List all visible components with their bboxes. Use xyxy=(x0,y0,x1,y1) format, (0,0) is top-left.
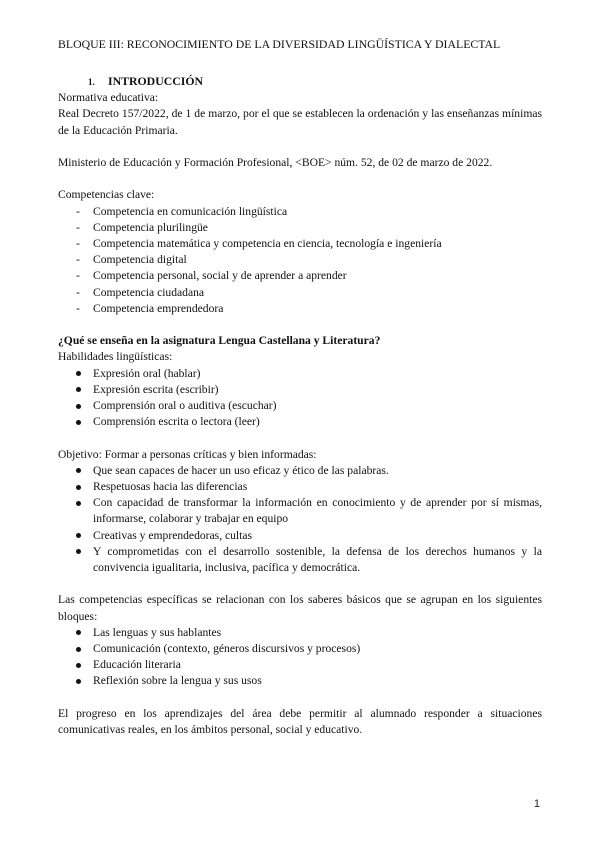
list-item: Reflexión sobre la lengua y sus usos xyxy=(58,673,542,689)
spacer xyxy=(58,171,542,187)
list-item: - Competencia emprendedora xyxy=(58,301,542,317)
normativa-label: Normativa educativa: xyxy=(58,91,159,105)
list-item: Y comprometidas con el desarrollo sostenible, la defensa de los derechos humanos y la convivencia igualitaria, inclusiva, pacífica y democrática. xyxy=(58,544,542,576)
competencias-list xyxy=(58,204,542,317)
closing-paragraph: El progreso en los aprendizajes del área debe permitir al alumnado responder a situaciones comunicativas reales, en los ámbitos personal, social y educativo. xyxy=(58,706,542,737)
ministerio-text: Ministerio de Educación y Formación Profesional, <BOE> núm. 52, de 02 de marzo de 2022. xyxy=(58,156,493,169)
list-item: Expresión oral (hablar) xyxy=(58,366,542,382)
list-item: Comprensión oral o auditiva (escuchar) xyxy=(58,398,542,414)
spacer xyxy=(58,430,542,446)
saberes-intro: Las competencias específicas se relacionan con los saberes básicos que se agrupan en los siguientes bloques: xyxy=(58,593,542,623)
page-number: 1 xyxy=(533,798,540,810)
section-heading xyxy=(58,73,542,90)
list-item: - Competencia personal, social y de aprender a aprender xyxy=(58,268,542,284)
list-item: Comunicación (contexto, géneros discursivos y procesos) xyxy=(58,641,542,657)
objetivo-list xyxy=(58,463,542,576)
block-title: BLOQUE III: RECONOCIMIENTO DE LA DIVERSIDAD LINGÜÍSTICA Y DIALECTAL xyxy=(58,37,501,51)
habilidades-label: Habilidades lingüísticas: xyxy=(58,350,173,364)
spacer xyxy=(58,576,542,592)
spacer xyxy=(58,690,542,706)
section-number: 1. xyxy=(88,77,95,87)
spacer xyxy=(58,139,542,155)
list-item: - Competencia ciudadana xyxy=(58,285,542,301)
list-item: - Competencia plurilingüe xyxy=(58,220,542,236)
document-content xyxy=(58,73,542,738)
habilidades-list xyxy=(58,366,542,431)
asignatura-question: ¿Qué se enseña en la asignatura Lengua Castellana y Literatura? xyxy=(58,334,381,348)
real-decreto-text: Real Decreto 157/2022, de 1 de marzo, por el que se establecen la ordenación y las enseñanzas mínimas de la Educación Primaria. xyxy=(58,107,542,137)
list-item: Expresión escrita (escribir) xyxy=(58,382,542,398)
list-item: Educación literaria xyxy=(58,657,542,673)
list-item: Comprensión escrita o lectora (leer) xyxy=(58,414,542,430)
saberes-list xyxy=(58,625,542,690)
list-item: Que sean capaces de hacer un uso eficaz y ético de las palabras. xyxy=(58,463,542,479)
list-item: - Competencia en comunicación lingüística xyxy=(58,204,542,220)
spacer xyxy=(58,317,542,333)
list-item: Con capacidad de transformar la información en conocimiento y de aprender por sí mismas, informarse, colaborar y trabajar en equipo xyxy=(58,495,542,527)
list-item: Las lenguas y sus hablantes xyxy=(58,625,542,641)
list-item: - Competencia matemática y competencia en ciencia, tecnología e ingeniería xyxy=(58,236,542,252)
competencias-label: Competencias clave: xyxy=(58,188,155,202)
section-title: INTRODUCCIÓN xyxy=(108,74,204,88)
list-item: Creativas y emprendedoras, cultas xyxy=(58,528,542,544)
objetivo-label: Objetivo: Formar a personas críticas y bien informadas: xyxy=(58,447,317,461)
list-item: Respetuosas hacia las diferencias xyxy=(58,479,542,495)
list-item: - Competencia digital xyxy=(58,252,542,268)
